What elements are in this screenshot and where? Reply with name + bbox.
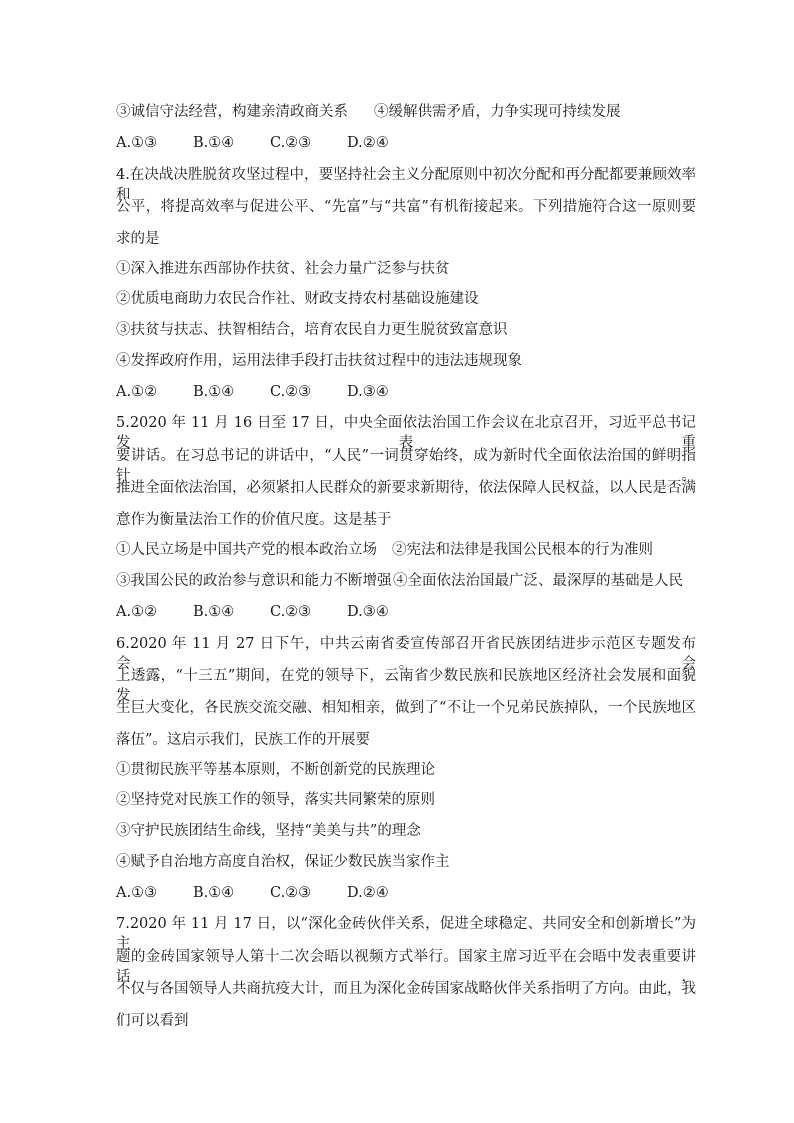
prev-question-options — [116, 133, 424, 153]
q5-item-2: ②宪法和法律是我国公民根本的行为准则 — [392, 542, 653, 558]
q6-stem-line-3: 生巨大变化，各民族交流交融、相知相亲，做到了“不让一个兄弟民族掉队，一个民族地区 — [116, 700, 696, 716]
q4-options — [116, 382, 424, 402]
q6-item-4: ④赋予自治地方高度自治权，保证少数民族当家作主 — [116, 854, 450, 870]
q7-stem-line-3: 不仅与各国领导人共商抗疫大计，而且为深化金砖国家战略伙伴关系指明了方向。由此，我 — [116, 981, 696, 997]
q5-items-3-4 — [116, 571, 683, 591]
q6-stem-line-1: 6.2020 年 11 月 27 日下午，中共云南省委宣传部召开省民族团结进步示范区专题发布会。会 — [116, 636, 696, 672]
option-c: C.②③ — [270, 604, 312, 620]
option-c: C.②③ — [270, 135, 312, 151]
option-b: B.①④ — [193, 604, 235, 620]
option-d: D.③④ — [347, 384, 389, 400]
q5-stem-line-1: 5.2020 年 11 月 16 日至 17 日，中央全面依法治国工作会议在北京召开，习近平总书记发表重 — [116, 415, 696, 451]
option-d: D.②④ — [347, 135, 389, 151]
q5-options — [116, 602, 424, 622]
option-a: A.①② — [116, 384, 158, 400]
q6-stem-line-2: 上透露，“十三五”期间，在党的领导下，云南省少数民族和民族地区经济社会发展和面貌发 — [116, 668, 696, 704]
q7-stem-line-2: 题的金砖国家领导人第十二次会晤以视频方式举行。国家主席习近平在会晤中发表重要讲话， — [116, 949, 696, 985]
q6-stem-line-4: 落伍”。这启示我们，民族工作的开展要 — [116, 732, 370, 748]
q5-stem-line-3: 推进全面依法治国，必须紧扣人民群众的新要求新期待，依法保障人民权益，以人民是否满 — [116, 480, 696, 496]
option-d: D.②④ — [347, 885, 389, 901]
q5-items-1-2 — [116, 540, 653, 560]
prev-question-items-3-4 — [116, 102, 621, 122]
option-c: C.②③ — [270, 885, 312, 901]
option-a: A.①③ — [116, 135, 158, 151]
option-b: B.①④ — [193, 885, 235, 901]
prev-item-4: ④缓解供需矛盾，力争实现可持续发展 — [374, 104, 621, 120]
q5-item-3: ③我国公民的政治参与意识和能力不断增强 — [116, 573, 392, 589]
q5-stem-line-2: 要讲话。在习总书记的讲话中，“人民”一词贯穿始终，成为新时代全面依法治国的鲜明指针。 — [116, 448, 696, 484]
q4-stem-line-1: 4.在决战决胜脱贫攻坚过程中，要坚持社会主义分配原则中初次分配和再分配都要兼顾效率和 — [116, 167, 696, 203]
q4-item-4: ④发挥政府作用，运用法律手段打击扶贫过程中的违法违规现象 — [116, 353, 522, 369]
option-a: A.①② — [116, 604, 158, 620]
option-b: B.①④ — [193, 135, 235, 151]
q4-stem-line-3: 求的是 — [116, 231, 160, 247]
q4-item-1: ①深入推进东西部协作扶贫、社会力量广泛参与扶贫 — [116, 261, 450, 277]
q6-options — [116, 883, 424, 903]
q7-stem-line-1: 7.2020 年 11 月 17 日，以“深化金砖伙伴关系，促进全球稳定、共同安全和创新增长”为主 — [116, 916, 696, 952]
q6-item-3: ③守护民族团结生命线，坚持“美美与共”的理念 — [116, 823, 421, 839]
q4-item-3: ③扶贫与扶志、扶智相结合，培育农民自力更生脱贫致富意识 — [116, 322, 508, 338]
q7-stem-line-4: 们可以看到 — [116, 1013, 189, 1029]
q4-item-2: ②优质电商助力农民合作社、财政支持农村基础设施建设 — [116, 291, 479, 307]
option-d: D.③④ — [347, 604, 389, 620]
q5-stem-line-4: 意作为衡量法治工作的价值尺度。这是基于 — [116, 512, 392, 528]
q5-item-4: ④全面依法治国最广泛、最深厚的基础是人民 — [393, 573, 683, 589]
option-a: A.①③ — [116, 885, 158, 901]
option-c: C.②③ — [270, 384, 312, 400]
q6-item-1: ①贯彻民族平等基本原则，不断创新党的民族理论 — [116, 762, 435, 778]
q6-item-2: ②坚持党对民族工作的领导，落实共同繁荣的原则 — [116, 792, 435, 808]
prev-item-3: ③诚信守法经营，构建亲清政商关系 — [116, 104, 348, 120]
q5-item-1: ①人民立场是中国共产党的根本政治立场 — [116, 542, 377, 558]
q4-stem-line-2: 公平，将提高效率与促进公平、“先富”与“共富”有机衔接起来。下列措施符合这一原则要 — [116, 199, 696, 215]
option-b: B.①④ — [193, 384, 235, 400]
